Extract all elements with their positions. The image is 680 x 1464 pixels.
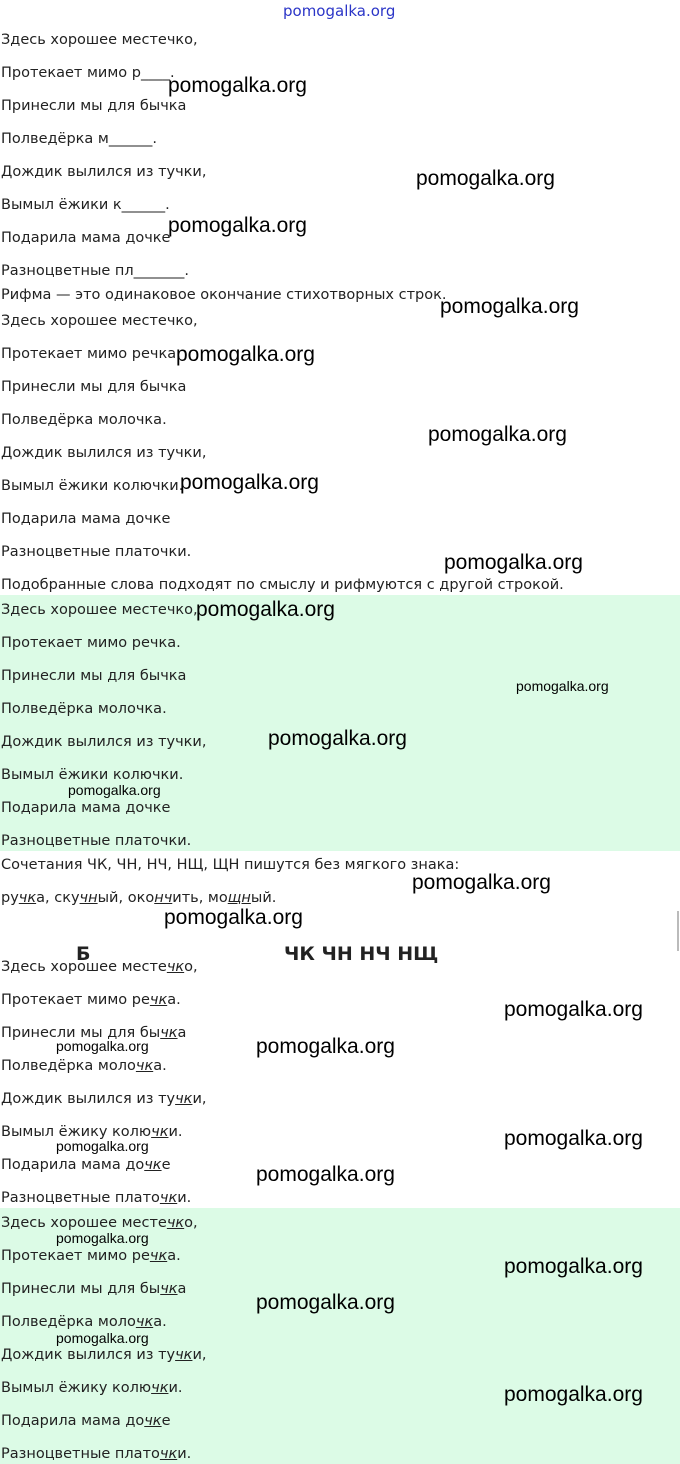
rule-text: Сочетания ЧК, ЧН, НЧ, НЩ, ЩН пишутся без мягкого знака: [1,857,460,873]
watermark: pomogalka.org [256,1035,395,1058]
watermark: pomogalka.org [444,551,583,574]
watermark: pomogalka.org [56,1230,149,1246]
poem-line: Разноцветные платочки. [1,1190,192,1206]
poem-line: Принесли мы для бычка [1,1025,187,1041]
poem-line: Подарила мама дочке [1,1413,171,1429]
watermark: pomogalka.org [176,343,315,366]
poem-line: Разноцветные платочки. [1,1446,192,1462]
watermark: pomogalka.org [516,678,609,694]
poem-line: Протекает мимо речка. [1,635,181,651]
watermark: pomogalka.org [504,1255,643,1278]
watermark: pomogalka.org [504,998,643,1021]
poem-line: Протекает мимо речка. [1,1248,181,1264]
poem-line: Подарила мама дочке [1,230,171,246]
examples-line: ручка, скучный, окончить, мощный. [1,890,277,906]
poem-line: Дождик вылился из тучки, [1,1091,207,1107]
edge-bar [677,911,679,951]
poem-line: Вымыл ёжики к______. [1,197,170,213]
poem-line: Протекает мимо речка. [1,992,181,1008]
poem-line: Принесли мы для бычка [1,1281,187,1297]
poem-line: Здесь хорошее местечко, [1,602,198,618]
rhyme-note: Рифма — это одинаковое окончание стихотворных строк. [1,287,447,303]
site-link[interactable]: pomogalka.org [283,2,396,20]
poem-line: Протекает мимо речка. [1,346,181,362]
watermark: pomogalka.org [416,167,555,190]
watermark: pomogalka.org [428,423,567,446]
watermark: pomogalka.org [168,74,307,97]
poem-line: Разноцветные платочки. [1,833,192,849]
fit-note: Подобранные слова подходят по смыслу и рифмуются с другой строкой. [1,577,564,593]
poem-line: Полведёрка молочка. [1,701,167,717]
poem-line: Здесь хорошее местечко, [1,959,198,975]
poem-line: Подарила мама дочке [1,800,171,816]
watermark: pomogalka.org [56,1138,149,1154]
poem-line: Полведёрка м______. [1,131,157,147]
poem-line: Вымыл ёжики колючки. [1,767,184,783]
poem-line: Подарила мама дочке [1,1157,171,1173]
poem-line: Протекает мимо р____. [1,65,175,81]
poem-line: Дождик вылился из тучки, [1,1347,207,1363]
poem-line: Полведёрка молочка. [1,1314,167,1330]
poem-line: Вымыл ёжику колючки. [1,1124,183,1140]
watermark: pomogalka.org [168,214,307,237]
poem-line: Вымыл ёжики колючки. [1,478,184,494]
watermark: pomogalka.org [180,471,319,494]
poem-line: Здесь хорошее местечко, [1,313,198,329]
watermark: pomogalka.org [256,1163,395,1186]
watermark: pomogalka.org [504,1127,643,1150]
poem-line: Вымыл ёжику колючки. [1,1380,183,1396]
watermark: pomogalka.org [268,727,407,750]
poem-line: Здесь хорошее местечко, [1,32,198,48]
watermark: pomogalka.org [256,1291,395,1314]
watermark: pomogalka.org [164,906,303,929]
cut-heading-right: ЧК ЧН НЧ НЩ [284,943,439,965]
poem-line: Дождик вылился из тучки, [1,164,207,180]
poem-line: Дождик вылился из тучки, [1,734,207,750]
poem-line: Дождик вылился из тучки, [1,445,207,461]
cut-heading-left: Б [76,943,91,965]
poem-line: Принесли мы для бычка [1,379,187,395]
watermark: pomogalka.org [56,1038,149,1054]
poem-line: Разноцветные пл_______. [1,263,190,279]
poem-line: Полведёрка молочка. [1,412,167,428]
poem-line: Принесли мы для бычка [1,668,187,684]
watermark: pomogalka.org [440,295,579,318]
watermark: pomogalka.org [68,782,161,798]
watermark: pomogalka.org [504,1383,643,1406]
poem-line: Разноцветные платочки. [1,544,192,560]
poem-line: Принесли мы для бычка [1,98,187,114]
watermark: pomogalka.org [56,1330,149,1346]
watermark: pomogalka.org [412,871,551,894]
poem-line: Подарила мама дочке [1,511,171,527]
poem-line: Полведёрка молочка. [1,1058,167,1074]
poem-line: Здесь хорошее местечко, [1,1215,198,1231]
watermark: pomogalka.org [196,598,335,621]
